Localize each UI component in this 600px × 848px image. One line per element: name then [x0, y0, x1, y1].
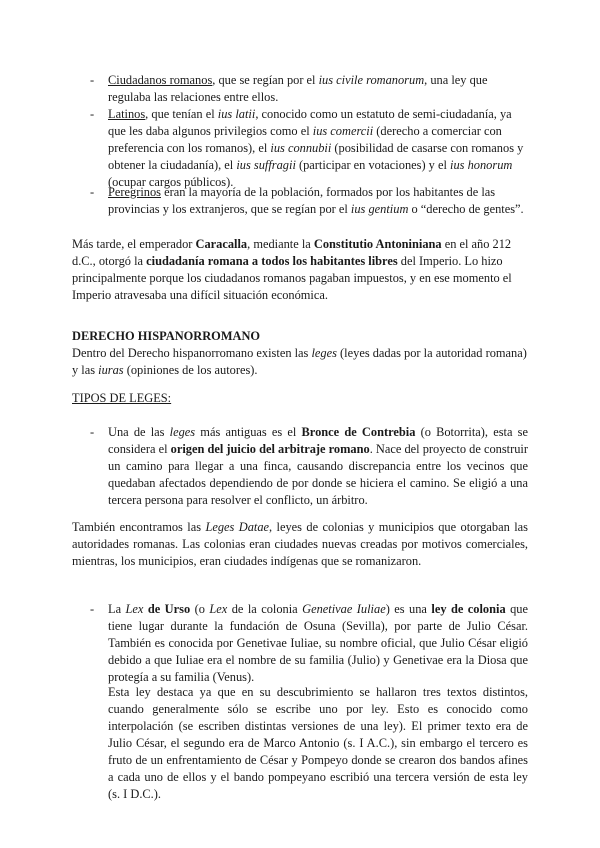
text: Más tarde, el emperador — [72, 237, 196, 251]
bold-term: Bronce de Contrebia — [301, 425, 416, 439]
italic-term: leges — [311, 346, 337, 360]
italic-term: Leges Datae — [205, 520, 270, 534]
list-item-latinos — [108, 106, 528, 191]
text: La — [108, 602, 126, 616]
italic-term: ius connubii — [270, 141, 332, 155]
subheading-tipos: TIPOS DE LEGES: — [72, 391, 172, 405]
text: (o — [190, 602, 210, 616]
text: Dentro del Derecho hispanorromano existen las — [72, 346, 312, 360]
text: que tiene lugar durante la fundación de Osuna (Sevilla), por parte de Julio César. También es conocida por Genetivae Iuliae, su nombre oficial, que Julio César eligió debido a que Iuliae era el nombre de su familia (Julio) y Genetivae era la Diosa que protegía a su familia (Venus). — [108, 602, 528, 684]
list-dash: - — [90, 73, 95, 87]
text: (opiniones de los autores). — [123, 363, 258, 377]
list-item-peregrinos — [108, 184, 528, 218]
text: (derecho a comerciar con preferencia con los romanos), el — [108, 124, 502, 155]
italic-term: ius comercii — [312, 124, 374, 138]
section-heading: DERECHO HISPANORROMANO — [72, 329, 261, 343]
bold-term: ley de colonia — [431, 602, 506, 616]
term-ciudadanos: Ciudadanos romanos — [108, 73, 213, 87]
list-item-lex-urso — [108, 601, 528, 686]
list-item-ciudadanos — [108, 72, 528, 106]
text: (o Botorrita), esta se considera el — [108, 425, 528, 456]
text: en el año 212 d.C., otorgó la — [72, 237, 512, 268]
text: del Imperio. Lo hizo principalmente porque los ciudadanos romanos pagaban impuestos, y en ese momento el Imperio atravesaba una difícil situación económica. — [72, 254, 512, 302]
list-dash: - — [90, 107, 95, 121]
italic-term: ius suffragii — [236, 158, 296, 172]
italic-term: ius civile romanorum — [318, 73, 425, 87]
text: Una de las — [108, 425, 170, 439]
text: (posibilidad de casarse con romanos y obtener la ciudadanía), el — [108, 141, 524, 172]
term-latinos: Latinos — [108, 107, 146, 121]
term-peregrinos: Peregrinos — [108, 185, 161, 199]
text: , leyes de colonias y municipios que otorgaban las autoridades romanas. Las colonias eran ciudades nuevas creadas por motivos comerciales, mientras, los municipios, eran ciudades indígenas que se romanizaron. — [72, 520, 528, 568]
italic-term: ius honorum — [450, 158, 513, 172]
bold-term: ciudadanía romana a todos los habitantes libres — [146, 254, 398, 268]
list-item-lex-urso-continued: Esta ley destaca ya que en su descubrimiento se hallaron tres textos distintos, cuando generalmente sólo se escribe uno por ley. Esto es conocido como interpolación (se escriben distintas versiones de una ley). El primer texto era de Julio César, el segundo era de Marco Antonio (s. I A.C.), sin embargo el tercero es fruto de un enfrentamiento de César y Pompeyo donde se crearon dos bandos afines a cada uno de ellos y el bando pompeyano escribió una tercera versión de esta ley (s. I D.C.). — [108, 685, 528, 801]
text: más antiguas es el — [195, 425, 302, 439]
text: . Nace del proyecto de construir un camino para llegar a una finca, causando discrepancia entre los vecinos que quedaban afectados dependiendo de por donde se hiciera el camino. Se eligió a una tercera persona para resolver el conflicto, un árbitro. — [108, 442, 528, 507]
list-item-contrebia — [108, 424, 528, 509]
italic-term: Lex — [209, 602, 228, 616]
bold-term: Constitutio Antoniniana — [313, 237, 442, 251]
bold-term: de Urso — [143, 602, 191, 616]
italic-term: ius gentium — [350, 202, 409, 216]
text: También encontramos las — [72, 520, 206, 534]
text: , mediante la — [247, 237, 314, 251]
paragraph-leges-datae — [72, 519, 528, 570]
text: (ocupar cargos públicos). — [108, 175, 234, 189]
text: (leyes dadas por la autoridad romana) y las — [72, 346, 527, 377]
paragraph-derecho — [72, 345, 528, 379]
text: , una ley que regulaba las relaciones entre ellos. — [108, 73, 488, 104]
text: (participar en votaciones) y el — [295, 158, 451, 172]
bold-term: origen del juicio del arbitraje romano — [170, 442, 370, 456]
bold-term: Caracalla — [195, 237, 248, 251]
text: o “derecho de gentes”. — [408, 202, 524, 216]
list-dash: - — [90, 425, 95, 439]
list-dash: - — [90, 602, 95, 616]
list-dash: - — [90, 185, 95, 199]
text: eran la mayoría de la población, formados por los habitantes de las provincias y los extranjeros, que se regían por el — [108, 185, 496, 216]
italic-term: iuras — [98, 363, 124, 377]
text: ) es una — [385, 602, 432, 616]
italic-term: Lex — [125, 602, 144, 616]
italic-term: ius latii — [217, 107, 256, 121]
text: , que se regían por el — [212, 73, 319, 87]
text: de la colonia — [227, 602, 303, 616]
text: , conocido como un estatuto de semi-ciudadanía, ya que les daba algunos privilegios como el — [108, 107, 512, 138]
paragraph-caracalla — [72, 236, 528, 304]
text: , que tenían el — [145, 107, 218, 121]
italic-term: Genetivae Iuliae — [302, 602, 386, 616]
italic-term: leges — [169, 425, 196, 439]
